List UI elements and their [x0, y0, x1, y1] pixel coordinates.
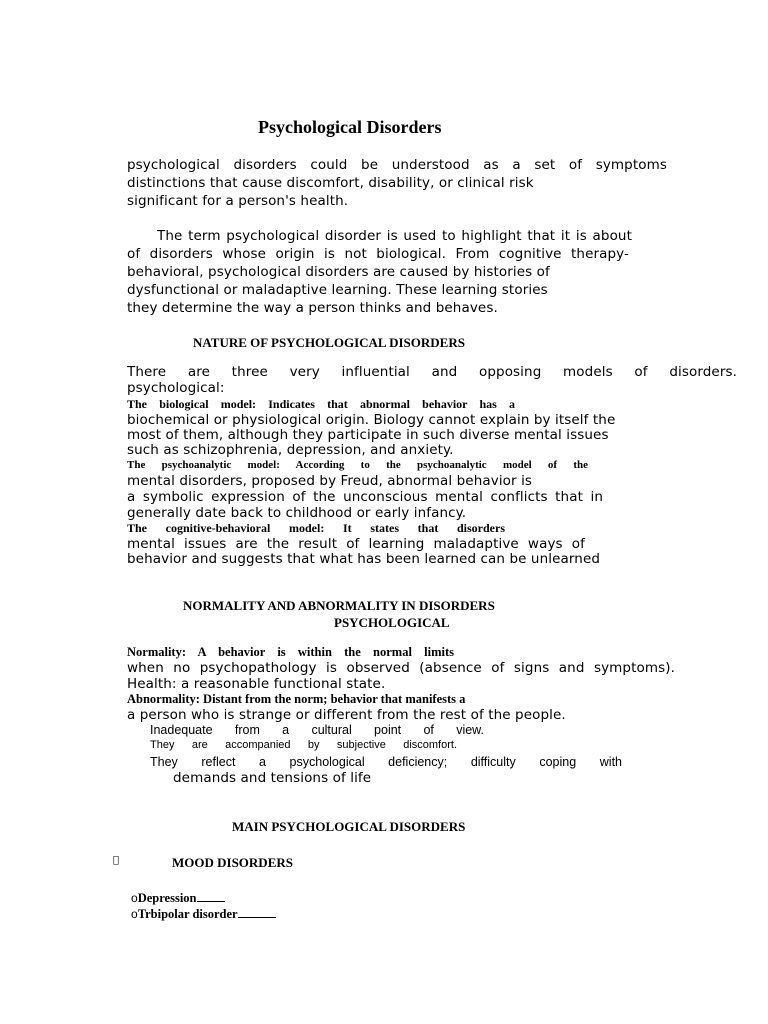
mood-disorders-heading: MOOD DISORDERS: [172, 855, 293, 870]
main-disorders-heading: MAIN PSYCHOLOGICAL DISORDERS: [232, 819, 466, 834]
page-title: Psychological Disorders: [258, 117, 442, 137]
normality-heading-2: PSYCHOLOGICAL: [334, 615, 450, 630]
normality-line-2: Health: a reasonable functional state.: [127, 676, 386, 692]
biological-line-1: biochemical or physiological origin. Biology cannot explain by itself the: [127, 412, 616, 428]
psychoanalytic-model-heading: The psychoanalytic model: According to the psychoanalytic model of the: [127, 459, 588, 471]
intro-line-1: psychological disorders could be understood as a set of symptoms: [127, 157, 667, 173]
intro-line-3: significant for a person's health.: [127, 193, 349, 209]
cognitive-line-1: mental issues are the result of learning maladaptive ways of: [127, 536, 585, 552]
psychoanalytic-line-1: mental disorders, proposed by Freud, abnormal behavior is: [127, 473, 533, 489]
cognitive-line-2: behavior and suggests that what has been learned can be unlearned: [127, 551, 601, 567]
psychoanalytic-line-2: a symbolic expression of the unconscious mental conflicts that in: [127, 489, 603, 505]
biological-line-3: such as schizophrenia, depression, and anxiety.: [127, 442, 454, 458]
circle-bullet-icon: o: [131, 907, 138, 921]
abnormality-criterion-3: They reflect a psychological deficiency; difficulty coping with: [150, 755, 622, 769]
underline-blank: [238, 907, 276, 918]
para2-line-4: dysfunctional or maladaptive learning. These learning stories: [127, 282, 548, 298]
circle-bullet-icon: o: [131, 891, 138, 905]
normality-heading-1: NORMALITY AND ABNORMALITY IN DISORDERS: [183, 598, 495, 613]
normality-line-1: when no psychopathology is observed (absence of signs and symptoms).: [127, 660, 675, 676]
para2-line-1: The term psychological disorder is used to highlight that it is about: [157, 228, 632, 244]
underline-blank: [197, 891, 225, 902]
para2-line-3: behavioral, psychological disorders are caused by histories of: [127, 264, 550, 280]
cognitive-model-heading: The cognitive-behavioral model: It states that disorders: [127, 521, 505, 535]
abnormality-criterion-1: Inadequate from a cultural point of view.: [150, 723, 484, 737]
psychoanalytic-line-3: generally date back to childhood or early infancy.: [127, 505, 467, 521]
list-item: [131, 905, 276, 923]
abnormality-criterion-3-continued: demands and tensions of life: [173, 770, 372, 786]
bullet-icon: [113, 855, 119, 866]
nature-heading: NATURE OF PSYCHOLOGICAL DISORDERS: [193, 335, 465, 350]
normality-definition-heading: Normality: A behavior is within the normal limits: [127, 645, 454, 659]
abnormality-definition-heading: Abnormality: Distant from the norm; behavior that manifests a: [127, 692, 466, 706]
abnormality-line-1: a person who is strange or different from the rest of the people.: [127, 707, 566, 723]
intro-line-2: distinctions that cause discomfort, disability, or clinical risk: [127, 175, 534, 191]
abnormality-criterion-2: They are accompanied by subjective discomfort.: [150, 739, 457, 751]
nature-line-2: psychological:: [127, 380, 225, 396]
list-item-label: Depression: [137, 891, 197, 905]
biological-model-heading: The biological model: Indicates that abnormal behavior has a: [127, 397, 515, 411]
para2-line-2: of disorders whose origin is not biological. From cognitive therapy-: [127, 246, 629, 262]
nature-line-1: There are three very influential and opposing models of disorders.: [127, 364, 737, 380]
para2-line-5: they determine the way a person thinks and behaves.: [127, 300, 498, 316]
biological-line-2: most of them, although they participate in such diverse mental issues: [127, 427, 609, 443]
list-item-label: Trbipolar disorder: [137, 907, 238, 921]
